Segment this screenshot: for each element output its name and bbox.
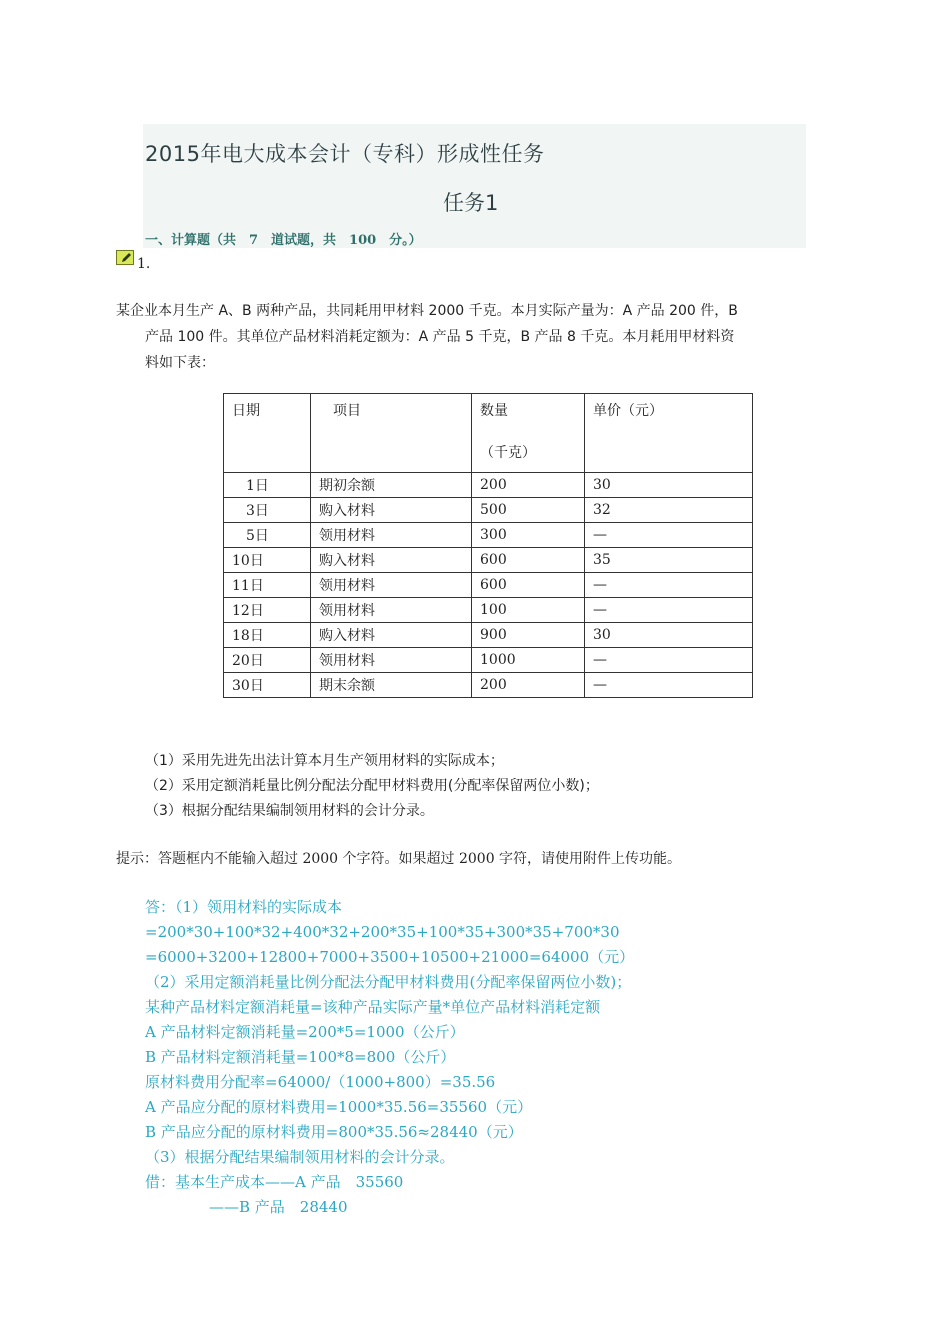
cell-price: — [585,673,753,698]
cell-item: 领用材料 [311,573,472,598]
answer-box[interactable] [145,895,634,1220]
cell-item: 领用材料 [311,648,472,673]
cell-qty: 600 [472,548,585,573]
cell-price: — [585,573,753,598]
task-title: 任务1 [443,191,499,215]
cell-price: — [585,648,753,673]
table-header-row [224,394,753,473]
problem-line-1: 某企业本月生产 A、B 两种产品，共同耗用甲材料 2000 千克。本月实际产量为：A 产品 200 件，B [116,303,738,319]
answer-line: =200*30+100*32+400*32+200*35+100*35+300*35+700*30 [145,923,620,941]
header-qty-label: 数量 [480,403,508,419]
cell-date: 18日 [224,623,311,648]
document-title: 2015年电大成本会计（专科）形成性任务 [145,142,545,166]
answer-line: 原材料费用分配率=64000/（1000+800）=35.56 [145,1073,496,1091]
cell-qty: 600 [472,573,585,598]
table-row [224,648,753,673]
cell-price: — [585,598,753,623]
header-qty [472,394,585,473]
cell-item: 领用材料 [311,598,472,623]
answer-line: B 产品应分配的原材料费用=800*35.56≈28440（元） [145,1123,523,1141]
table-row [224,473,753,498]
cell-date: 10日 [224,548,311,573]
table-row [224,673,753,698]
answer-line: （2）采用定额消耗量比例分配法分配甲材料费用(分配率保留两位小数)； [145,973,632,991]
cell-qty: 200 [472,673,585,698]
cell-qty: 1000 [472,648,585,673]
cell-item: 购入材料 [311,498,472,523]
problem-line-2: 产品 100 件。其单位产品材料消耗定额为：A 产品 5 千克，B 产品 8 千克。本月耗用甲材料资 [145,329,735,345]
cell-qty: 300 [472,523,585,548]
problem-line-3: 料如下表： [145,355,215,371]
header-price: 单价（元） [585,394,753,473]
cell-price: 35 [585,548,753,573]
answer-line: 借：基本生产成本——A 产品 35560 [145,1173,404,1191]
requirement-item: （1）采用先进先出法计算本月生产领用材料的实际成本； [145,753,504,769]
cell-date: 3日 [224,498,311,523]
cell-qty: 500 [472,498,585,523]
cell-price: 30 [585,623,753,648]
cell-qty: 200 [472,473,585,498]
table-row [224,598,753,623]
cell-date: 20日 [224,648,311,673]
cell-price: 30 [585,473,753,498]
cell-date: 11日 [224,573,311,598]
cell-date: 12日 [224,598,311,623]
cell-date: 1日 [224,473,311,498]
cell-item: 购入材料 [311,548,472,573]
cell-date: 5日 [224,523,311,548]
table-row [224,548,753,573]
requirements-list [145,749,599,824]
cell-price: — [585,523,753,548]
answer-line: B 产品材料定额消耗量=100*8=800（公斤） [145,1048,456,1066]
header-date: 日期 [224,394,311,473]
requirement-item: （3）根据分配结果编制领用材料的会计分录。 [145,803,434,819]
table-row [224,523,753,548]
answer-line: （3）根据分配结果编制领用材料的会计分录。 [145,1148,455,1166]
cell-price: 32 [585,498,753,523]
header-qty-unit: （千克） [480,445,536,461]
answer-line: A 产品应分配的原材料费用=1000*35.56=35560（元） [145,1098,533,1116]
answer-line: A 产品材料定额消耗量=200*5=1000（公斤） [145,1023,465,1041]
material-table [223,393,753,698]
section-heading: 一、计算题（共 7 道试题，共 100 分。） [145,233,422,248]
cell-date: 30日 [224,673,311,698]
cell-item: 期末余额 [311,673,472,698]
table-row [224,623,753,648]
question-icon[interactable] [116,250,134,265]
answer-line: ——B 产品 28440 [209,1198,348,1216]
problem-statement [116,298,806,376]
cell-item: 购入材料 [311,623,472,648]
cell-item: 领用材料 [311,523,472,548]
cell-qty: 100 [472,598,585,623]
cell-item: 期初余额 [311,473,472,498]
header-item: 项目 [311,394,472,473]
table-row [224,498,753,523]
table-row [224,573,753,598]
answer-line: 答：（1）领用材料的实际成本 [145,898,343,916]
char-limit-hint: 提示：答题框内不能输入超过 2000 个字符。如果超过 2000 字符，请使用附件上传功能。 [116,851,682,867]
answer-line: 某种产品材料定额消耗量=该种产品实际产量*单位产品材料消耗定额 [145,998,601,1016]
question-number: 1. [137,256,151,272]
answer-line: =6000+3200+12800+7000+3500+10500+21000=64000（元） [145,948,635,966]
cell-qty: 900 [472,623,585,648]
requirement-item: （2）采用定额消耗量比例分配法分配甲材料费用(分配率保留两位小数)； [145,778,599,794]
pencil-icon [120,252,132,264]
